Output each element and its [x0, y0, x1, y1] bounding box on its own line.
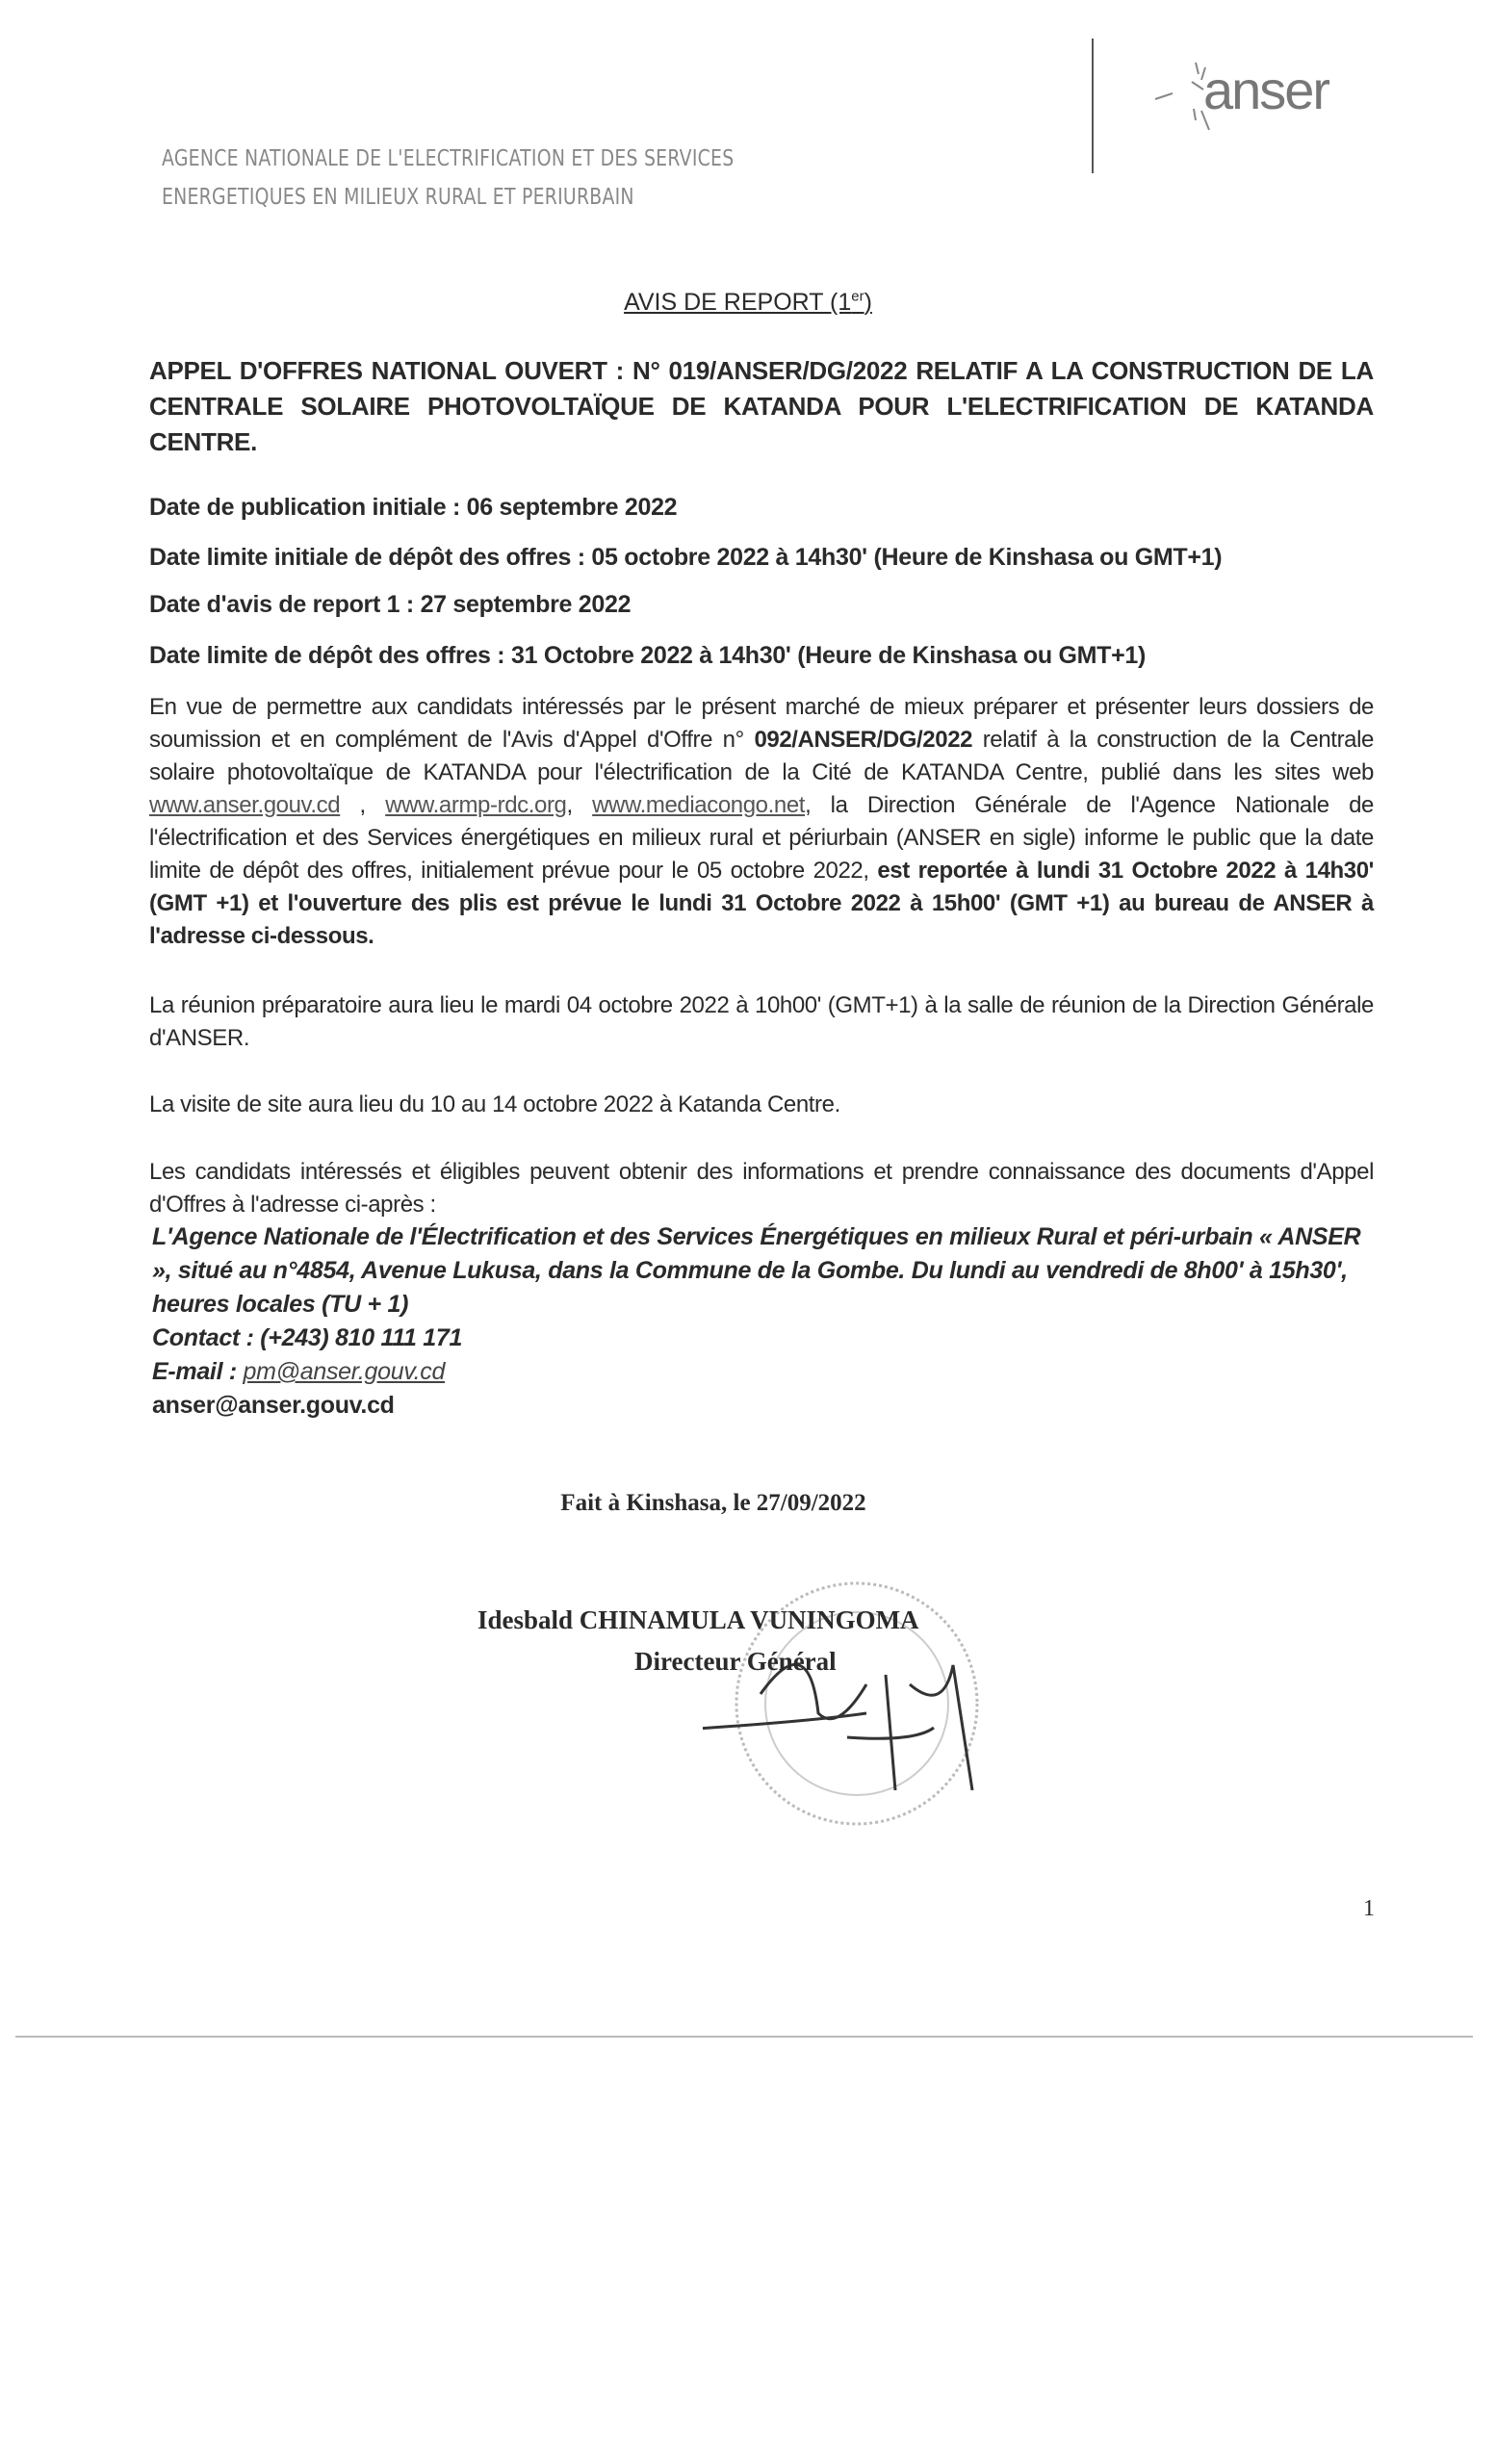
link-anser[interactable]: www.anser.gouv.cd	[149, 792, 341, 818]
text: ,	[566, 792, 593, 818]
title-text: AVIS DE REPORT (1	[624, 289, 852, 317]
email-line	[152, 1355, 1377, 1389]
page-number: 1	[1363, 1896, 1375, 1921]
paragraph-main	[149, 691, 1374, 953]
tender-ref: 092/ANSER/DG/2022	[754, 727, 973, 753]
paragraph-meeting: La réunion préparatoire aura lieu le mardi 04 octobre 2022 à 10h00' (GMT+1) à la salle de réunion de la Direction Générale d'ANSER.	[149, 992, 1374, 1051]
date-report-notice: Date d'avis de report 1 : 27 septembre 2022	[149, 591, 632, 618]
document-title	[0, 289, 1496, 317]
agency-name	[162, 140, 734, 217]
agency-line-1: AGENCE NATIONALE DE L'ELECTRIFICATION ET DES SERVICES	[162, 146, 735, 171]
agency-line-2: ENERGETIQUES EN MILIEUX RURAL ET PERIURBAIN	[162, 185, 634, 210]
text: , la Direction Générale de l'Agence Nationale de l'électrification et des Services énergétiques en milieux rural et périurbain (ANSER en sigle) informe le public que la date limite de dépôt des offres, initialement prévue pour le 05 octobre 2022,	[149, 792, 1375, 884]
email-link[interactable]: pm@anser.gouv.cd	[243, 1358, 446, 1385]
link-armp[interactable]: www.armp-rdc.org	[385, 792, 567, 818]
signatory-role: Directeur Général	[634, 1647, 837, 1676]
text: ,	[340, 792, 386, 818]
text: En vue de permettre aux candidats intéressés par le présent marché de mieux préparer et présenter leurs dossiers de soumission et en complément de l'Avis d'Appel d'Offre n°	[149, 694, 1374, 753]
place-date: Fait à Kinshasa, le 27/09/2022	[560, 1490, 866, 1516]
email-secondary: anser@anser.gouv.cd	[152, 1392, 395, 1419]
header-divider	[1092, 38, 1094, 173]
anser-logo	[1146, 53, 1367, 140]
text: relatif à la construction de la Centrale solaire photovoltaïque de KATANDA pour l'électrification de la Cité de KATANDA Centre, publié dans les sites web	[149, 727, 1374, 785]
date-initial-deadline: Date limite initiale de dépôt des offres : 05 octobre 2022 à 14h30' (Heure de Kinshasa ou GMT+1)	[149, 544, 1223, 571]
paragraph-documents: Les candidats intéressés et éligibles peuvent obtenir des informations et prendre connaissance des documents d'Appel d'Offres à l'adresse ci-après :	[149, 1159, 1374, 1218]
title-sup: er	[851, 289, 864, 305]
postponement-statement: est reportée à lundi 31 Octobre 2022 à 14h30' (GMT +1) et l'ouverture des plis est prévue le lundi 31 Octobre 2022 à 15h00' (GMT +1) au bureau de ANSER à l'adresse ci-dessous.	[149, 858, 1374, 949]
paragraph-site-visit: La visite de site aura lieu du 10 au 14 octobre 2022 à Katanda Centre.	[149, 1091, 840, 1117]
email-label: E-mail :	[152, 1358, 244, 1385]
logo-text: anser	[1203, 60, 1329, 120]
address-block	[152, 1220, 1377, 1423]
signatory-name: Idesbald CHINAMULA VUNINGOMA	[477, 1605, 919, 1634]
address-text: L'Agence Nationale de l'Électrification et des Services Énergétiques en milieux Rural et péri-urbain « ANSER », situé au n°4854, Avenue Lukusa, dans la Commune de la Gombe. Du lundi au vendredi de 8h00' à 15h30', heures locales (TU + 1)	[152, 1223, 1361, 1318]
date-publication: Date de publication initiale : 06 septembre 2022	[149, 494, 678, 521]
contact-phone: Contact : (+243) 810 111 171	[152, 1324, 463, 1351]
date-new-deadline: Date limite de dépôt des offres : 31 Octobre 2022 à 14h30' (Heure de Kinshasa ou GMT+1)	[149, 642, 1147, 669]
link-mediacongo[interactable]: www.mediacongo.net	[592, 792, 806, 818]
title-close: )	[864, 289, 872, 317]
page-edge	[15, 2036, 1473, 2038]
subject-heading: APPEL D'OFFRES NATIONAL OUVERT : N° 019/ANSER/DG/2022 RELATIF A LA CONSTRUCTION DE LA CENTRALE SOLAIRE PHOTOVOLTAÏQUE DE KATANDA POUR L'ELECTRIFICATION DE KATANDA CENTRE.	[149, 356, 1374, 456]
